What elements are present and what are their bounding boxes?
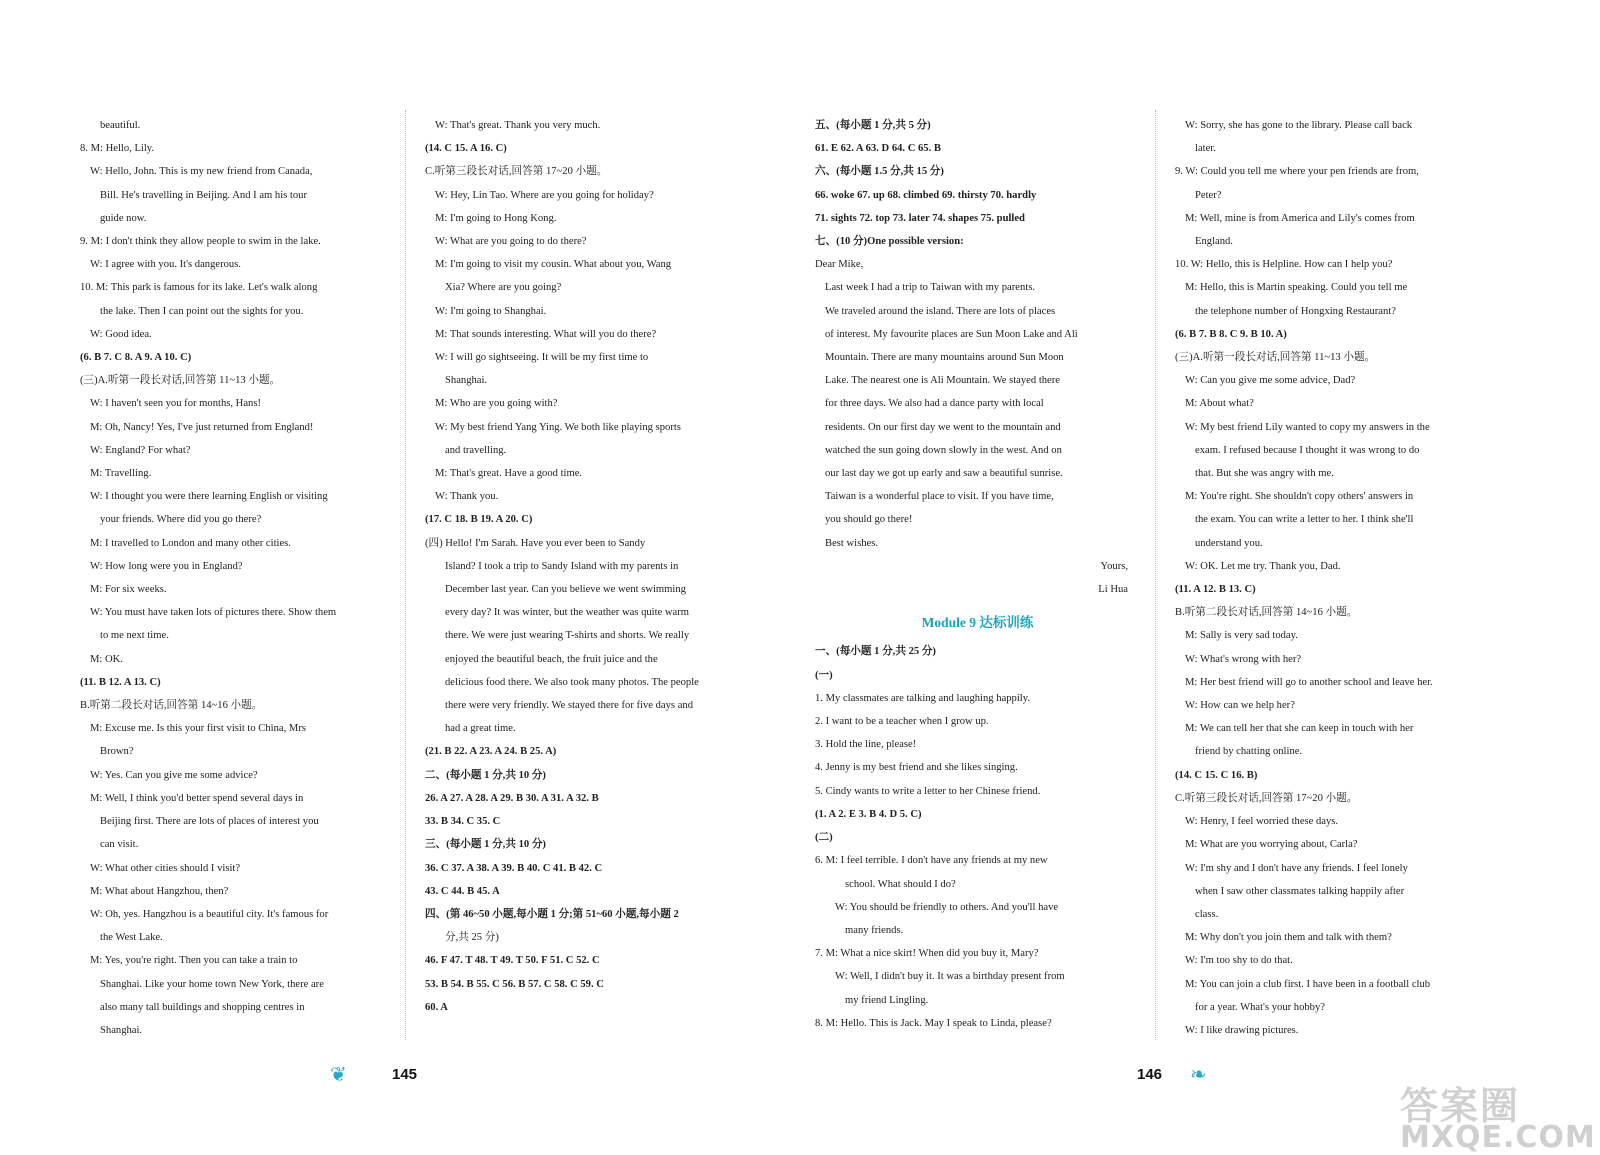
text-line: exam. I refused because I thought it was wrong to do — [1195, 444, 1420, 456]
text-line: W: What other cities should I visit? — [90, 862, 241, 874]
text-line: Best wishes. — [825, 537, 878, 549]
text-line: M: What about Hangzhou, then? — [90, 885, 229, 897]
text-line: M: Travelling. — [90, 468, 152, 480]
text-line: Beijing first. There are lots of places of interest you — [100, 816, 319, 828]
text-line: Bill. He's travelling in Beijing. And I am his tour — [100, 189, 307, 201]
text-line: M: About what? — [1185, 398, 1254, 410]
text-line: M: You're right. She shouldn't copy others' answers in — [1185, 491, 1414, 503]
text-line: M: Well, I think you'd better spend several days in — [90, 792, 304, 804]
text-line: 8. M: Hello. This is Jack. May I speak to Linda, please? — [815, 1017, 1052, 1029]
text-line: 8. M: Hello, Lily. — [80, 143, 155, 155]
text-line: M: Excuse me. Is this your first visit to China, Mrs — [90, 723, 306, 735]
text-line: 1. My classmates are talking and laughing happily. — [815, 692, 1030, 704]
text-line: many friends. — [845, 924, 904, 936]
text-line: every day? It was winter, but the weather was quite warm — [445, 607, 690, 619]
text-line: (11. A 12. B 13. C) — [1175, 584, 1256, 596]
text-line: class. — [1195, 908, 1219, 920]
text-line: 60. A — [425, 1001, 448, 1013]
text-line: 2. I want to be a teacher when I grow up. — [815, 716, 989, 728]
text-line: W: How long were you in England? — [90, 560, 243, 572]
text-line: watched the sun going down slowly in the west. And on — [825, 444, 1062, 456]
text-line: for three days. We also had a dance party with local — [825, 398, 1044, 410]
text-line: W: I'm shy and I don't have any friends. I feel lonely — [1185, 862, 1408, 874]
leaf-decoration-icon: ❦ — [330, 1062, 347, 1086]
text-line: M: I'm going to Hong Kong. — [435, 212, 557, 224]
text-line: 一、(每小题 1 分,共 25 分) — [815, 646, 936, 658]
text-line: M: Yes, you're right. Then you can take a train to — [90, 955, 298, 967]
text-line: later. — [1195, 143, 1216, 155]
leaf-decoration-icon: ❧ — [1190, 1062, 1207, 1086]
column-2 — [425, 114, 745, 1019]
text-line: B.听第二段长对话,回答第 14~16 小题。 — [1175, 607, 1358, 619]
text-line: had a great time. — [445, 723, 516, 735]
watermark-logo — [1400, 1075, 1596, 1155]
text-line: when I saw other classmates talking happily after — [1195, 885, 1405, 897]
text-line: M: That sounds interesting. What will you do there? — [435, 328, 657, 340]
text-line: guide now. — [100, 212, 147, 224]
text-line: Peter? — [1195, 189, 1222, 201]
text-line: 二、(每小题 1 分,共 10 分) — [425, 769, 546, 781]
text-line: (三)A.听第一段长对话,回答第 11~13 小题。 — [80, 375, 281, 387]
text-line: W: Hey, Lin Tao. Where are you going for holiday? — [435, 189, 654, 201]
column-3 — [815, 114, 1140, 1035]
text-line: the West Lake. — [100, 932, 163, 944]
text-line: W: That's great. Thank you very much. — [435, 120, 601, 131]
text-line: also many tall buildings and shopping centres in — [100, 1001, 305, 1013]
text-line: W: I agree with you. It's dangerous. — [90, 259, 241, 271]
text-line: W: I will go sightseeing. It will be my first time to — [435, 352, 649, 364]
text-line: W: I haven't seen you for months, Hans! — [90, 398, 261, 410]
text-line: W: What are you going to do there? — [435, 236, 587, 248]
text-line: M: For six weeks. — [90, 584, 167, 596]
text-line: (14. C 15. C 16. B) — [1175, 769, 1258, 781]
text-line: W: I'm going to Shanghai. — [435, 305, 547, 317]
page-number-right: 146 — [1137, 1066, 1163, 1083]
column-divider-right — [1155, 110, 1157, 1040]
text-line: (17. C 18. B 19. A 20. C) — [425, 514, 533, 526]
watermark-cn: 答案圈 — [1400, 1084, 1521, 1128]
text-line: W: OK. Let me try. Thank you, Dad. — [1185, 560, 1341, 572]
text-line: M: We can tell her that she can keep in touch with her — [1185, 723, 1414, 735]
text-line: C.听第三段长对话,回答第 17~20 小题。 — [1175, 792, 1358, 804]
text-line: (三)A.听第一段长对话,回答第 11~13 小题。 — [1175, 352, 1376, 364]
text-line: there were very friendly. We stayed there for five days and — [445, 700, 693, 712]
text-line: delicious food there. We also took many photos. The people — [445, 676, 699, 688]
text-line: the lake. Then I can point out the sights for you. — [100, 305, 304, 317]
text-line: (11. B 12. A 13. C) — [80, 676, 161, 688]
text-line: Xia? Where are you going? — [445, 282, 562, 294]
text-line: W: Yes. Can you give me some advice? — [90, 769, 258, 781]
text-line: M: Well, mine is from America and Lily's comes from — [1185, 212, 1415, 224]
text-line: W: You must have taken lots of pictures there. Show them — [90, 607, 337, 619]
text-line: (6. B 7. C 8. A 9. A 10. C) — [80, 352, 192, 364]
text-line: (6. B 7. B 8. C 9. B 10. A) — [1175, 328, 1287, 340]
text-line: the exam. You can write a letter to her. I think she'll — [1195, 514, 1414, 526]
text-line: W: How can we help her? — [1185, 700, 1295, 712]
text-line: 43. C 44. B 45. A — [425, 885, 500, 897]
text-line: 53. B 54. B 55. C 56. B 57. C 58. C 59. C — [425, 978, 604, 990]
text-line: (一) — [815, 669, 833, 681]
text-line: 9. M: I don't think they allow people to swim in the lake. — [80, 236, 321, 248]
text-line: Taiwan is a wonderful place to visit. If you have time, — [825, 491, 1054, 503]
text-line: England. — [1195, 236, 1233, 248]
text-line: M: Her best friend will go to another school and leave her. — [1185, 676, 1433, 688]
text-line: M: Why don't you join them and talk with them? — [1185, 932, 1392, 944]
text-line: W: Thank you. — [435, 491, 499, 503]
text-line: school. What should I do? — [845, 878, 956, 890]
text-line: enjoyed the beautiful beach, the fruit juice and the — [445, 653, 658, 665]
text-line: our last day we got up early and saw a beautiful sunrise. — [825, 468, 1063, 480]
text-line: W: England? For what? — [90, 444, 191, 456]
text-line: We traveled around the island. There are lots of places — [825, 305, 1056, 317]
text-line: M: You can join a club first. I have been in a football club — [1185, 978, 1431, 990]
text-line: (四) Hello! I'm Sarah. Have you ever been to Sandy — [425, 537, 646, 549]
text-line: Lake. The nearest one is Ali Mountain. We stayed there — [825, 375, 1060, 387]
text-line: Last week I had a trip to Taiwan with my parents. — [825, 282, 1035, 294]
text-line: understand you. — [1195, 537, 1263, 549]
text-line: there. We were just wearing T-shirts and shorts. We really — [445, 630, 690, 642]
text-line: W: Well, I didn't buy it. It was a birthday present from — [835, 971, 1065, 983]
page-number-left: 145 — [392, 1066, 418, 1083]
text-line: 10. W: Hello, this is Helpline. How can I help you? — [1175, 259, 1393, 271]
text-line: 7. M: What a nice skirt! When did you buy it, Mary? — [815, 948, 1039, 960]
text-line: W: Sorry, she has gone to the library. Please call back — [1185, 120, 1413, 131]
text-line: C.听第三段长对话,回答第 17~20 小题。 — [425, 166, 608, 178]
text-line: W: I'm too shy to do that. — [1185, 955, 1293, 967]
text-line: 4. Jenny is my best friend and she likes singing. — [815, 762, 1018, 774]
text-line: 10. M: This park is famous for its lake. Let's walk along — [80, 282, 318, 294]
text-line: B.听第二段长对话,回答第 14~16 小题。 — [80, 700, 263, 712]
text-line: residents. On our first day we went to the mountain and — [825, 421, 1061, 433]
column-1 — [80, 114, 395, 1042]
text-line: W: My best friend Yang Ying. We both like playing sports — [435, 421, 681, 433]
text-line: 61. E 62. A 63. D 64. C 65. B — [815, 143, 941, 155]
text-line: 26. A 27. A 28. A 29. B 30. A 31. A 32. B — [425, 792, 599, 804]
text-line: 46. F 47. T 48. T 49. T 50. F 51. C 52. C — [425, 955, 600, 967]
text-line: W: What's wrong with her? — [1185, 653, 1302, 665]
text-line: that. But she was angry with me. — [1195, 468, 1334, 480]
text-line: Brown? — [100, 746, 134, 758]
text-line: Li Hua — [1098, 584, 1128, 596]
text-line: 66. woke 67. up 68. climbed 69. thirsty 70. hardly — [815, 189, 1037, 201]
watermark-en: MXQE.COM — [1400, 1120, 1596, 1155]
text-line: (1. A 2. E 3. B 4. D 5. C) — [815, 808, 922, 820]
text-line: for a year. What's your hobby? — [1195, 1001, 1325, 1013]
column-divider-left — [405, 110, 407, 1040]
text-line: can visit. — [100, 839, 139, 851]
text-line: W: Hello, John. This is my new friend from Canada, — [90, 166, 313, 178]
text-line: Shanghai. — [445, 375, 488, 387]
column-4 — [1175, 114, 1505, 1042]
module-title: Module 9 达标训练 — [921, 615, 1034, 631]
text-line: friend by chatting online. — [1195, 746, 1303, 758]
text-line: to me next time. — [100, 630, 169, 642]
text-line: 3. Hold the line, please! — [815, 739, 917, 751]
text-line: 三、(每小题 1 分,共 10 分) — [425, 839, 546, 851]
text-line: 6. M: I feel terrible. I don't have any friends at my new — [815, 855, 1048, 867]
text-line: W: I thought you were there learning English or visiting — [90, 491, 328, 503]
text-line: of interest. My favourite places are Sun Moon Lake and Ali — [825, 328, 1078, 340]
text-line: 71. sights 72. top 73. later 74. shapes 75. pulled — [815, 212, 1025, 224]
text-line: 36. C 37. A 38. A 39. B 40. C 41. B 42. C — [425, 862, 603, 874]
text-line: Shanghai. — [100, 1024, 143, 1036]
text-line: M: I'm going to visit my cousin. What about you, Wang — [435, 259, 672, 271]
text-line: you should go there! — [825, 514, 913, 526]
text-line: 六、(每小题 1.5 分,共 15 分) — [815, 166, 944, 178]
text-line: 四、(第 46~50 小题,每小题 1 分;第 51~60 小题,每小题 2 — [425, 908, 679, 920]
text-line: W: Oh, yes. Hangzhou is a beautiful city. It's famous for — [90, 908, 329, 920]
text-line: 五、(每小题 1 分,共 5 分) — [815, 120, 931, 131]
text-line: M: What are you worrying about, Carla? — [1185, 839, 1358, 851]
text-line: M: Who are you going with? — [435, 398, 558, 410]
text-line: Island? I took a trip to Sandy Island with my parents in — [445, 560, 679, 572]
text-line: M: OK. — [90, 653, 123, 665]
text-line: M: Sally is very sad today. — [1185, 630, 1298, 642]
text-line: Shanghai. Like your home town New York, there are — [100, 978, 324, 990]
text-line: M: That's great. Have a good time. — [435, 468, 583, 480]
text-line: W: You should be friendly to others. And you'll have — [835, 901, 1059, 913]
text-line: your friends. Where did you go there? — [100, 514, 262, 526]
text-line: M: Hello, this is Martin speaking. Could you tell me — [1185, 282, 1408, 294]
text-line: 9. W: Could you tell me where your pen friends are from, — [1175, 166, 1419, 178]
text-line: and travelling. — [445, 444, 507, 456]
text-line: 5. Cindy wants to write a letter to her Chinese friend. — [815, 785, 1041, 797]
text-line: 七、(10 分)One possible version: — [815, 236, 964, 248]
text-line: W: Good idea. — [90, 328, 152, 340]
text-line: M: Oh, Nancy! Yes, I've just returned from England! — [90, 421, 314, 433]
text-line: W: I like drawing pictures. — [1185, 1024, 1299, 1036]
text-line: W: My best friend Lily wanted to copy my answers in the — [1185, 421, 1430, 433]
text-line: the telephone number of Hongxing Restaurant? — [1195, 305, 1396, 317]
text-line: W: Henry, I feel worried these days. — [1185, 816, 1339, 828]
text-line: beautiful. — [100, 120, 141, 131]
text-line: (14. C 15. A 16. C) — [425, 143, 507, 155]
text-line: my friend Lingling. — [845, 994, 929, 1006]
text-line: 分,共 25 分) — [445, 932, 499, 944]
text-line: W: Can you give me some advice, Dad? — [1185, 375, 1356, 387]
text-line: Yours, — [1100, 560, 1128, 572]
text-line: (21. B 22. A 23. A 24. B 25. A) — [425, 746, 557, 758]
text-line: December last year. Can you believe we went swimming — [445, 584, 686, 596]
text-line: 33. B 34. C 35. C — [425, 816, 501, 828]
text-line: (二) — [815, 832, 833, 844]
text-line: Dear Mike, — [815, 259, 864, 271]
text-line: M: I travelled to London and many other cities. — [90, 537, 291, 549]
text-line: Mountain. There are many mountains around Sun Moon — [825, 352, 1064, 364]
